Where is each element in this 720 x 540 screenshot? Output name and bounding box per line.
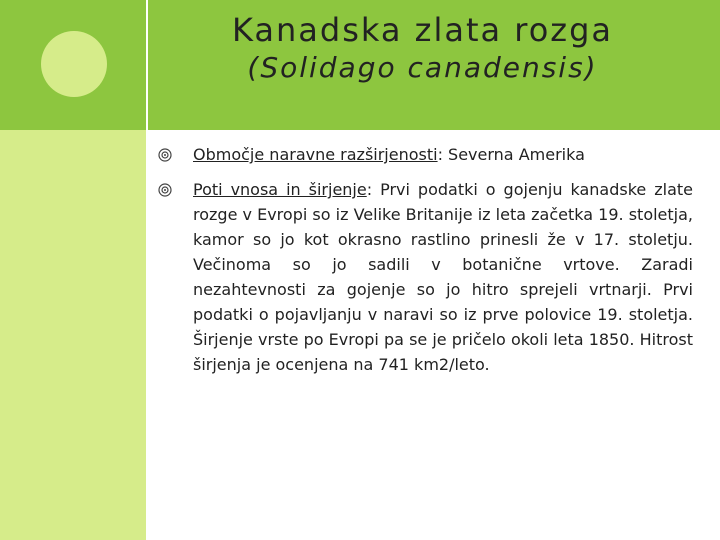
slide-content [158, 142, 693, 387]
bullet-text [193, 177, 693, 377]
slide-title [150, 11, 695, 84]
bullet-item [158, 142, 693, 167]
title-circle-decoration [41, 31, 107, 97]
bullet-label: Poti vnosa in širjenje [193, 180, 367, 199]
bullet-item [158, 177, 693, 377]
target-bullet-icon [158, 183, 172, 197]
title-line-1: Kanadska zlata rozga [231, 11, 614, 49]
title-line-2: (Solidago canadensis) [247, 51, 598, 84]
bullet-label: Območje naravne razširjenosti [193, 145, 438, 164]
bullet-text [193, 142, 693, 167]
bullet-body: : Severna Amerika [437, 145, 585, 164]
bullet-body: : Prvi podatki o gojenju kanadske zlate rozge v Evropi so iz Velike Britanije iz leta začetka 19. stoletja, kamor so jo kot okrasno rastlino prinesli že v 17. stoletju. Večinoma so jo sadili v botanične vrtove. Zaradi nezahtevnosti za gojenje so jo hitro sprejeli vrtnarji. Prvi podatki o pojavljanju v naravi so iz prve polovice 19. stoletja. Širjenje vrste po Evropi pa se je pričelo okoli leta 1850. Hitrost širjenja je ocenjena na 741 km2/leto. [193, 180, 693, 374]
target-bullet-icon [158, 148, 172, 162]
title-divider [146, 0, 148, 130]
